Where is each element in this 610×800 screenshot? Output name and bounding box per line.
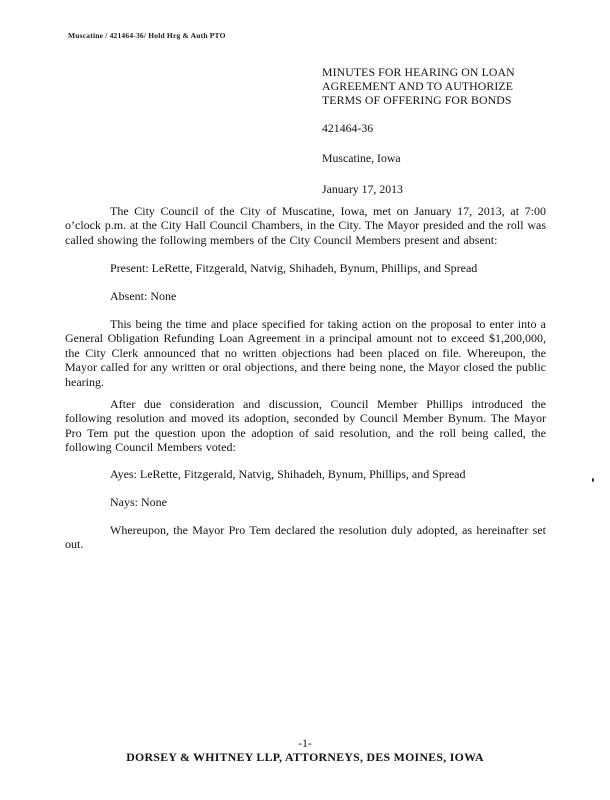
paragraph-roll-call: The City Council of the City of Muscatine, Iowa, met on January 17, 2013, at 7:00 o’clock p.m. at the City Hall Council Chambers, in the City. The Mayor presided and the roll was called showing the following members of the City Council Members present and absent: (65, 204, 546, 247)
title-block (322, 65, 582, 107)
ayes-line: Ayes: LeRette, Fitzgerald, Natvig, Shihadeh, Bynum, Phillips, and Spread (110, 467, 466, 481)
law-firm-footer: DORSEY & WHITNEY LLP, ATTORNEYS, DES MOINES, IOWA (126, 750, 484, 764)
title-line-2: AGREEMENT AND TO AUTHORIZE (322, 79, 514, 93)
paragraph-adoption: Whereupon, the Mayor Pro Tem declared the resolution duly adopted, as hereinafter set out. (65, 523, 546, 552)
document-header-slug: Muscatine / 421464-36/ Hold Hrg & Auth PTO (68, 31, 226, 40)
paragraph-resolution-motion: After due consideration and discussion, Council Member Phillips introduced the following resolution and moved its adoption, seconded by Council Member Bynum. The Mayor Pro Tem put the question upon the adoption of said resolution, and the roll being called, the following Council Members voted: (65, 397, 546, 455)
scan-artifact-speck (592, 478, 594, 482)
absent-line: Absent: None (110, 289, 177, 303)
date-line: January 17, 2013 (322, 182, 403, 196)
file-number: 421464-36 (322, 121, 374, 135)
title-line-1: MINUTES FOR HEARING ON LOAN (322, 65, 515, 79)
title-line-3: TERMS OF OFFERING FOR BONDS (322, 93, 512, 107)
place-line: Muscatine, Iowa (322, 151, 401, 165)
page-number: -1- (298, 738, 312, 750)
paragraph-public-hearing: This being the time and place specified for taking action on the proposal to enter into a General Obligation Refunding Loan Agreement in a principal amount not to exceed $1,200,000, the City Clerk announced that no written objections had been placed on file. Whereupon, the Mayor called for any written or oral objections, and there being none, the Mayor closed the public hearing. (65, 317, 546, 389)
present-line: Present: LeRette, Fitzgerald, Natvig, Shihadeh, Bynum, Phillips, and Spread (110, 261, 478, 275)
nays-line: Nays: None (110, 495, 167, 509)
